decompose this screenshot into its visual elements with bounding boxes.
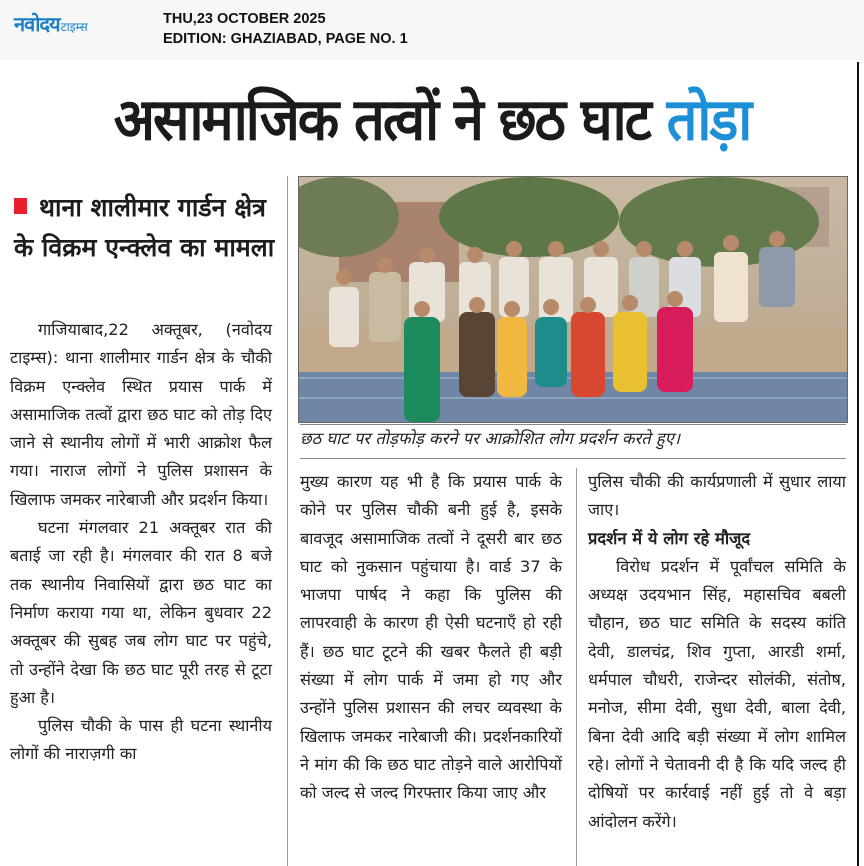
section-subtitle: प्रदर्शन में ये लोग रहे मौजूद (588, 528, 751, 548)
paragraph: विरोध प्रदर्शन में पूर्वांचल समिति के अध्यक्ष उदयभान सिंह, महासचिव बबली चौहान, छठ घाट समिति के सदस्य कांति देवी, डालचंद्र, शिव गुप्ता, आरडी शर्मा, धर्मपाल चौधरी, राजेन्दर सोलंकी, संतोष, मनोज, सीमा देवी, सुधा देवी, बाला देवी, बिना देवी आदि बड़ी संख्या में लोग शामिल रहे। लोगों ने चेतावनी दी है कि यदि जल्द ही दोषियों पर कार्रवाई नहीं हुई तो वे बड़ा आंदोलन करेंगे। (588, 556, 846, 831)
paragraph: मुख्य कारण यह भी है कि प्रयास पार्क के कोने पर पुलिस चौकी बनी हुई है, इसके बावजूद असामाजिक तत्वों ने दूसरी बार छठ घाट को नुकसान पहुंचाया है। वार्ड 37 के भाजपा पार्षद ने कहा कि पुलिस की लापरवाही के कारण ही ऐसी घटनाएँ हो रही हैं। छठ घाट टूटने की खबर फैलते ही बड़ी संख्या में लोग पार्क में जमा हो गए और उन्होंने पुलिस प्रशासन की लचर व्यवस्था के खिलाफ जमकर नारेबाजी की। प्रदर्शनकारियों ने मांग की कि छठ घाट तोड़ने वाले आरोपियों को जल्द से जल्द गिरफ्तार किया जाए और (300, 472, 562, 803)
paragraph: घटना मंगलवार 21 अक्तूबर रात की बताई जा रही है। मंगलवार की रात 8 बजे तक स्थानीय निवासियों द्वारा छठ घाट का निर्माण कराया गया था, लेकिन बुधवार 22 अक्तूबर की सुबह जब लोग घाट पर पहुंचे, तो उन्होंने देखा कि छठ घाट पूरी तरह से टूटा हुआ है। (10, 518, 272, 707)
column-divider-2 (576, 468, 577, 866)
newspaper-logo (14, 10, 88, 37)
paragraph: गाजियाबाद,22 अक्तूबर, (नवोदय टाइम्स): थाना शालीमार गार्डन क्षेत्र के चौकी विक्रम एन्क्लेव स्थित प्रयास पार्क में असामाजिक तत्वों द्वारा छठ घाट को तोड़ दिए जाने से स्थानीय लोगों में भारी आक्रोश फैल गया। नाराज लोगों ने पुलिस प्रशासन के खिलाफ जमकर नारेबाजी और प्रदर्शन किया। (10, 320, 272, 509)
photo-caption: छठ घाट पर तोड़फोड़ करने पर आक्रोशित लोग प्रदर्शन करते हुए। (300, 429, 681, 448)
page-border-right (857, 62, 859, 866)
article-photo (298, 176, 848, 423)
red-bullet-icon (14, 198, 27, 214)
article-subhead (14, 188, 284, 268)
headline-main: असामाजिक तत्वों ने छठ घाट (113, 85, 667, 154)
masthead-bar (0, 0, 864, 60)
subhead-text: थाना शालीमार गार्डन क्षेत्र के विक्रम एन्क्लेव का मामला (14, 193, 275, 262)
protest-group-image (299, 177, 847, 422)
paragraph: पुलिस चौकी की कार्यप्रणाली में सुधार लाया जाए। (588, 472, 846, 520)
caption-rule-top (300, 424, 846, 425)
edition-page: EDITION: GHAZIABAD, PAGE NO. 1 (163, 31, 408, 47)
article-column-2 (300, 468, 562, 808)
article-column-3 (588, 468, 846, 836)
issue-date: THU,23 OCTOBER 2025 (163, 11, 326, 27)
caption-rule-bottom (300, 458, 846, 459)
logo-main-text: नवोदय (14, 12, 60, 36)
logo-sub-text: टाइम्स (60, 20, 88, 34)
edition-info (163, 9, 408, 49)
paragraph: पुलिस चौकी के पास ही घटना स्थानीय लोगों की नाराज़गी का (10, 716, 272, 764)
headline-accent: तोड़ा (666, 85, 751, 154)
article-headline (0, 66, 864, 174)
column-divider-1 (287, 176, 288, 866)
article-column-1 (10, 316, 272, 769)
